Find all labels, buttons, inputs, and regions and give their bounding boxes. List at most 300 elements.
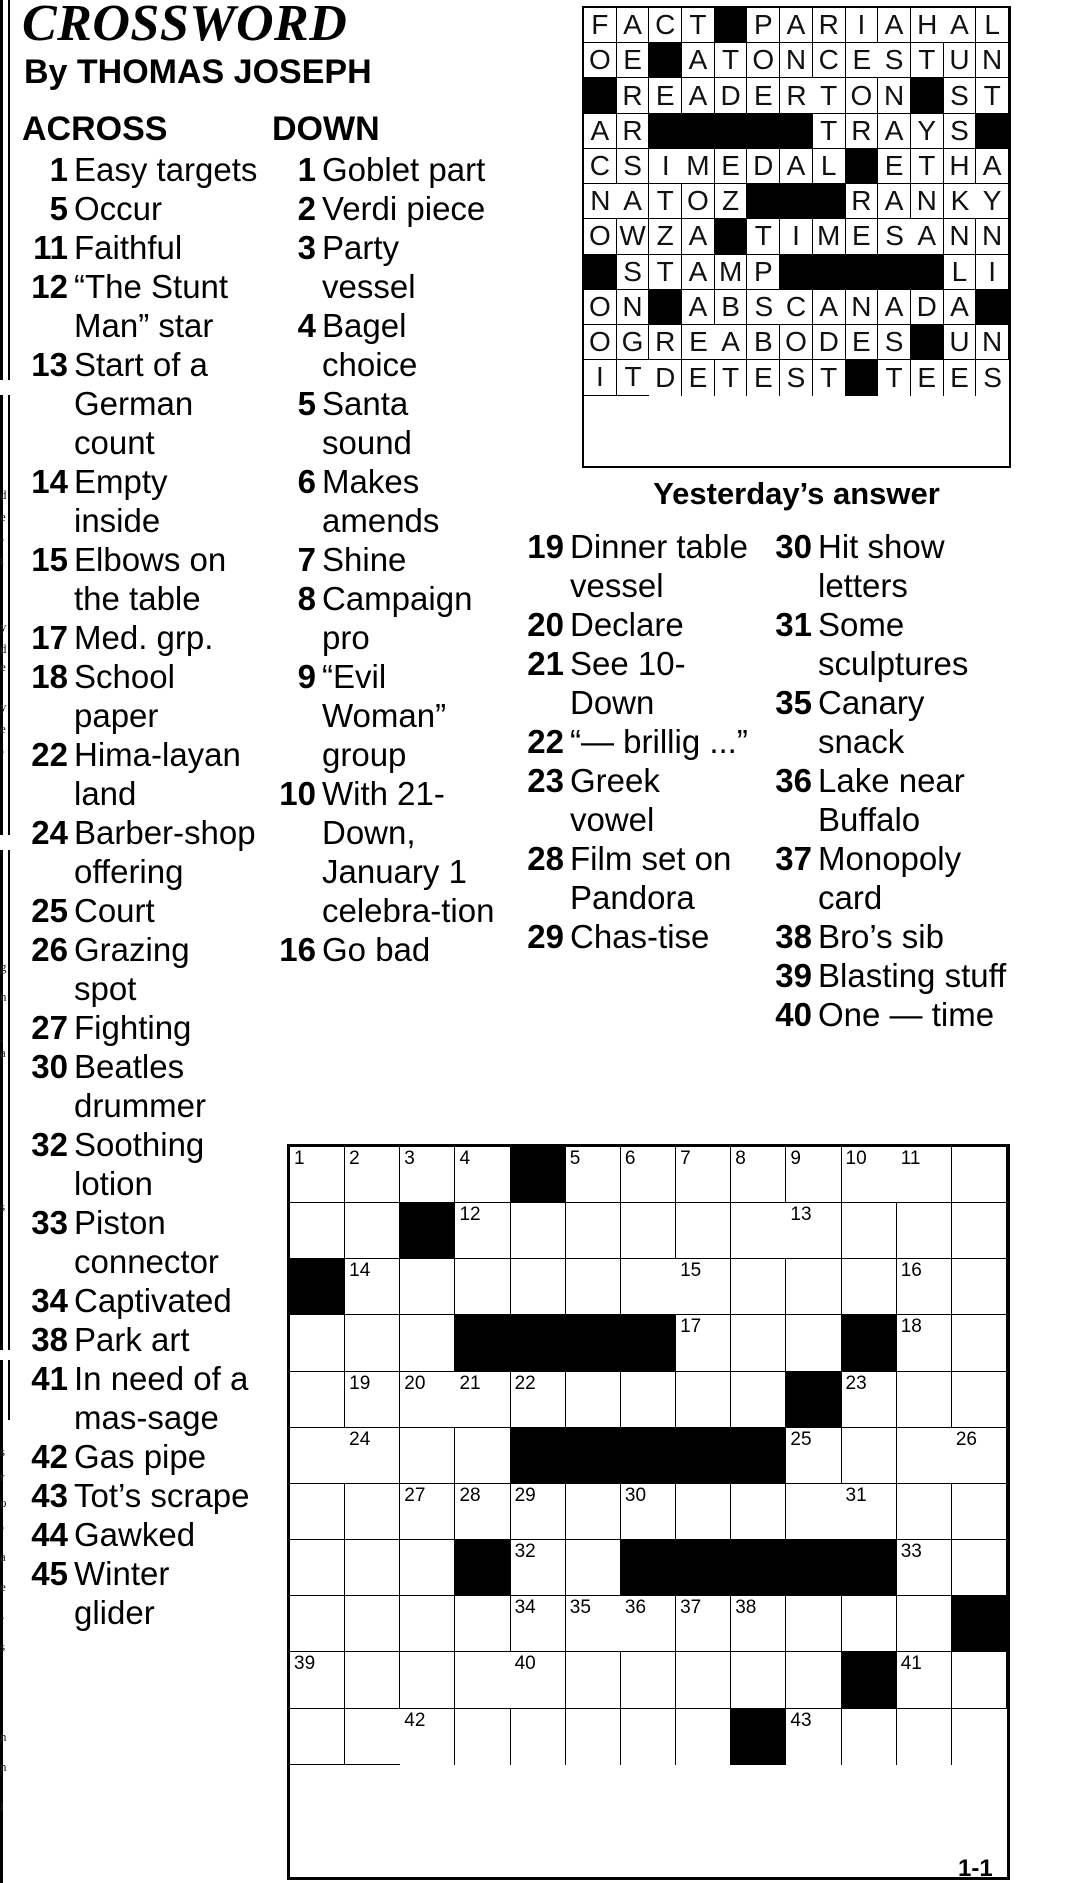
puzzle-square[interactable] — [731, 1652, 786, 1708]
puzzle-square[interactable] — [786, 1596, 841, 1652]
clue-number: 8 — [297, 580, 316, 617]
puzzle-square[interactable] — [345, 1259, 400, 1315]
puzzle-square[interactable] — [621, 1652, 676, 1708]
answer-letter: A — [682, 219, 715, 254]
answer-letter: C — [780, 290, 813, 325]
puzzle-square[interactable] — [952, 1652, 1007, 1708]
square-number: 33 — [900, 1541, 922, 1563]
down-clue — [768, 683, 1008, 761]
puzzle-square[interactable] — [511, 1259, 566, 1315]
puzzle-square[interactable] — [345, 1709, 400, 1765]
clue-text: Shine — [322, 541, 407, 578]
puzzle-square[interactable] — [731, 1372, 786, 1428]
puzzle-square[interactable] — [731, 1147, 786, 1203]
puzzle-square[interactable] — [511, 1652, 566, 1708]
column-rule — [8, 0, 10, 380]
across-clue-list — [22, 150, 258, 1632]
clue-text: “— brillig ...” — [570, 723, 748, 760]
black-square — [400, 1203, 455, 1259]
puzzle-square[interactable] — [621, 1203, 676, 1259]
down-clue — [768, 995, 1008, 1034]
answer-letter: S — [878, 43, 911, 78]
square-number: 38 — [735, 1597, 757, 1619]
puzzle-square[interactable] — [676, 1596, 731, 1652]
answer-black-square — [780, 255, 813, 290]
answer-letter: N — [846, 290, 879, 325]
adjacent-text-fragment: e — [0, 1579, 6, 1594]
puzzle-square[interactable] — [290, 1540, 345, 1596]
puzzle-square[interactable] — [345, 1315, 400, 1371]
square-number: 19 — [349, 1372, 371, 1394]
across-clue — [22, 1203, 258, 1281]
answer-letter: A — [682, 290, 715, 325]
puzzle-square[interactable] — [731, 1203, 786, 1259]
puzzle-square[interactable] — [786, 1709, 841, 1765]
puzzle-square[interactable] — [345, 1372, 400, 1428]
puzzle-square[interactable] — [566, 1652, 621, 1708]
clue-number: 22 — [527, 723, 564, 760]
answer-letter: T — [976, 78, 1009, 113]
answer-black-square — [715, 219, 748, 254]
puzzle-square[interactable] — [897, 1315, 952, 1371]
answer-letter: S — [944, 78, 977, 113]
down-clue-list-3 — [768, 527, 1008, 1034]
across-clue — [22, 1047, 258, 1125]
square-number: 39 — [294, 1653, 316, 1675]
answer-black-square — [780, 184, 813, 219]
puzzle-square[interactable] — [455, 1652, 510, 1708]
answer-letter: A — [682, 255, 715, 290]
puzzle-square[interactable] — [786, 1484, 841, 1540]
clue-number: 28 — [527, 840, 564, 877]
puzzle-square[interactable] — [897, 1428, 952, 1484]
puzzle-square[interactable] — [786, 1147, 841, 1203]
puzzle-square[interactable] — [566, 1203, 621, 1259]
black-square — [511, 1315, 566, 1371]
clue-text: Easy targets — [74, 151, 258, 188]
puzzle-square[interactable] — [621, 1259, 676, 1315]
column-rule — [0, 850, 6, 1350]
puzzle-square[interactable] — [842, 1709, 897, 1765]
square-number: 21 — [459, 1372, 481, 1394]
puzzle-square[interactable] — [290, 1203, 345, 1259]
answer-letter: R — [617, 114, 650, 149]
across-clue — [22, 345, 258, 462]
answer-letter: O — [780, 325, 813, 360]
black-square — [786, 1372, 841, 1428]
clue-text: Blasting stuff — [818, 957, 1007, 994]
puzzle-square[interactable] — [842, 1147, 897, 1203]
answer-letter: S — [878, 219, 911, 254]
puzzle-square[interactable] — [952, 1372, 1007, 1428]
clue-number: 16 — [279, 931, 316, 968]
answer-black-square — [846, 149, 879, 184]
puzzle-square[interactable] — [290, 1652, 345, 1708]
answer-black-square — [878, 255, 911, 290]
puzzle-square[interactable] — [511, 1709, 566, 1765]
clue-text: Monopoly card — [818, 840, 962, 916]
square-number: 15 — [680, 1260, 702, 1282]
puzzle-square[interactable] — [290, 1315, 345, 1371]
puzzle-square[interactable] — [952, 1259, 1007, 1315]
puzzle-square[interactable] — [455, 1372, 510, 1428]
clue-number: 18 — [31, 658, 68, 695]
puzzle-square[interactable] — [786, 1315, 841, 1371]
clue-text: Winter glider — [74, 1555, 170, 1631]
clue-text: Greek vowel — [570, 762, 660, 838]
yesterday-answer-grid — [582, 6, 1011, 468]
puzzle-square[interactable] — [345, 1203, 400, 1259]
across-clue — [22, 1359, 258, 1437]
across-clue — [22, 618, 258, 657]
clue-text: In need of a mas-sage — [74, 1360, 249, 1436]
clue-number: 39 — [775, 957, 812, 994]
answer-letter: T — [878, 360, 911, 395]
down-clue-list-1 — [272, 150, 500, 969]
clue-text: Hima-layan land — [74, 736, 241, 812]
puzzle-square[interactable] — [400, 1596, 455, 1652]
across-clue — [22, 1515, 258, 1554]
puzzle-square[interactable] — [400, 1484, 455, 1540]
square-number: 43 — [790, 1709, 812, 1731]
puzzle-square[interactable] — [345, 1428, 400, 1484]
puzzle-square[interactable] — [897, 1484, 952, 1540]
clue-text: “The Stunt Man” star — [74, 268, 229, 344]
across-clue — [22, 1554, 258, 1632]
puzzle-square[interactable] — [345, 1147, 400, 1203]
square-number: 30 — [624, 1484, 647, 1506]
puzzle-square[interactable] — [786, 1428, 841, 1484]
answer-letter: U — [944, 43, 977, 78]
puzzle-square[interactable] — [345, 1540, 400, 1596]
square-number: 14 — [349, 1260, 371, 1282]
adjacent-text-fragment: a — [0, 1549, 6, 1564]
puzzle-square[interactable] — [731, 1484, 786, 1540]
answer-letter: D — [911, 290, 944, 325]
clue-number: 1 — [297, 151, 316, 188]
clue-number: 35 — [775, 684, 812, 721]
puzzle-square[interactable] — [786, 1652, 841, 1708]
answer-letter: A — [780, 149, 813, 184]
down-clue — [272, 228, 500, 306]
puzzle-square[interactable] — [345, 1484, 400, 1540]
puzzle-square[interactable] — [566, 1147, 621, 1203]
clue-number: 11 — [33, 229, 68, 266]
puzzle-square[interactable] — [455, 1484, 510, 1540]
puzzle-square[interactable] — [511, 1203, 566, 1259]
clue-text: Fighting — [74, 1009, 192, 1046]
puzzle-square[interactable] — [952, 1315, 1007, 1371]
puzzle-square[interactable] — [566, 1259, 621, 1315]
puzzle-square[interactable] — [511, 1596, 566, 1652]
down-clue — [272, 150, 500, 189]
square-number: 10 — [845, 1148, 867, 1169]
answer-black-square — [976, 290, 1009, 325]
across-clue — [22, 1281, 258, 1320]
puzzle-square[interactable] — [455, 1428, 510, 1484]
puzzle-square[interactable] — [676, 1709, 731, 1765]
clue-number: 38 — [31, 1321, 68, 1358]
answer-letter: A — [584, 114, 617, 149]
adjacent-text-fragment: - — [0, 531, 5, 546]
clue-text: Santa sound — [322, 385, 412, 461]
answer-letter: E — [846, 219, 879, 254]
answer-letter: N — [911, 184, 944, 219]
clue-text: Gas pipe — [74, 1438, 207, 1475]
adjacent-text-fragment: , — [0, 1029, 4, 1044]
answer-black-square — [911, 78, 944, 113]
puzzle-square[interactable] — [897, 1709, 952, 1765]
puzzle-square[interactable] — [290, 1596, 345, 1652]
square-number: 2 — [349, 1148, 360, 1169]
puzzle-square[interactable] — [290, 1709, 345, 1765]
square-number: 6 — [624, 1148, 636, 1169]
square-number: 31 — [845, 1484, 867, 1506]
answer-letter: I — [976, 255, 1009, 290]
answer-letter: L — [976, 8, 1009, 43]
answer-letter: R — [780, 78, 813, 113]
answer-letter: A — [976, 149, 1009, 184]
puzzle-square[interactable] — [952, 1540, 1007, 1596]
puzzle-square[interactable] — [455, 1709, 510, 1765]
puzzle-square[interactable] — [731, 1259, 786, 1315]
clue-number: 30 — [775, 528, 812, 565]
puzzle-square[interactable] — [676, 1652, 731, 1708]
clue-number: 21 — [527, 645, 564, 682]
puzzle-grid — [287, 1144, 1010, 1880]
adjacent-text-fragment: - — [0, 743, 5, 758]
down-clue — [272, 384, 500, 462]
answer-black-square — [747, 184, 780, 219]
puzzle-square[interactable] — [621, 1484, 676, 1540]
puzzle-square[interactable] — [400, 1315, 455, 1371]
date-code: 1-1 — [958, 1855, 993, 1882]
clue-number: 33 — [31, 1204, 68, 1241]
down-clue-list-2 — [520, 527, 750, 956]
answer-letter: E — [682, 325, 715, 360]
square-number: 8 — [735, 1148, 746, 1169]
puzzle-square[interactable] — [842, 1484, 897, 1540]
black-square — [621, 1428, 676, 1484]
answer-black-square — [682, 114, 715, 149]
clue-text: Soothing lotion — [74, 1126, 205, 1202]
puzzle-square[interactable] — [952, 1709, 1007, 1765]
answer-letter: L — [944, 255, 977, 290]
clue-number: 44 — [31, 1516, 68, 1553]
puzzle-square[interactable] — [511, 1484, 566, 1540]
clue-text: Canary snack — [818, 684, 925, 760]
answer-letter: I — [584, 360, 617, 395]
square-number: 12 — [459, 1204, 481, 1226]
puzzle-square[interactable] — [676, 1484, 731, 1540]
answer-letter: T — [715, 43, 748, 78]
puzzle-square[interactable] — [455, 1203, 510, 1259]
puzzle-square[interactable] — [842, 1372, 897, 1428]
answer-letter: P — [747, 8, 780, 43]
clue-number: 32 — [31, 1126, 68, 1163]
answer-letter: O — [682, 184, 715, 219]
puzzle-square[interactable] — [676, 1372, 731, 1428]
puzzle-square[interactable] — [400, 1259, 455, 1315]
clue-text: Gawked — [74, 1516, 196, 1553]
column-rule — [8, 395, 10, 835]
puzzle-square[interactable] — [842, 1203, 897, 1259]
clue-number: 42 — [31, 1438, 68, 1475]
puzzle-square[interactable] — [621, 1147, 676, 1203]
answer-letter: A — [617, 8, 650, 43]
puzzle-square[interactable] — [455, 1596, 510, 1652]
puzzle-square[interactable] — [731, 1315, 786, 1371]
down-clue — [272, 657, 500, 774]
clue-text: Faithful — [74, 229, 183, 266]
square-number: 7 — [680, 1148, 691, 1169]
puzzle-square[interactable] — [400, 1428, 455, 1484]
answer-letter: A — [911, 219, 944, 254]
black-square — [731, 1428, 786, 1484]
puzzle-square[interactable] — [400, 1147, 455, 1203]
puzzle-square[interactable] — [731, 1596, 786, 1652]
answer-letter: H — [944, 149, 977, 184]
clue-text: Start of a German count — [74, 346, 208, 461]
puzzle-square[interactable] — [400, 1372, 455, 1428]
across-clue — [22, 1125, 258, 1203]
puzzle-square[interactable] — [786, 1259, 841, 1315]
answer-letter: A — [878, 290, 911, 325]
answer-letter: B — [747, 325, 780, 360]
answer-letter: R — [813, 8, 846, 43]
black-square — [566, 1428, 621, 1484]
clue-text: Lake near Buffalo — [818, 762, 965, 838]
puzzle-square[interactable] — [897, 1540, 952, 1596]
puzzle-square[interactable] — [566, 1484, 621, 1540]
puzzle-square[interactable] — [897, 1652, 952, 1708]
puzzle-square[interactable] — [952, 1147, 1007, 1203]
answer-letter: Z — [649, 219, 682, 254]
adjacent-text-fragment: - — [0, 1519, 5, 1534]
black-square — [455, 1315, 510, 1371]
puzzle-square[interactable] — [455, 1259, 510, 1315]
adjacent-text-fragment: - — [0, 1609, 5, 1624]
puzzle-square[interactable] — [676, 1147, 731, 1203]
puzzle-square[interactable] — [676, 1315, 731, 1371]
puzzle-square[interactable] — [290, 1484, 345, 1540]
clue-number: 40 — [775, 996, 812, 1033]
puzzle-square[interactable] — [621, 1709, 676, 1765]
square-number: 25 — [790, 1428, 812, 1450]
puzzle-square[interactable] — [786, 1203, 841, 1259]
adjacent-text-fragment: e — [0, 509, 6, 524]
answer-letter: O — [846, 78, 879, 113]
square-number: 40 — [514, 1653, 536, 1675]
puzzle-square[interactable] — [842, 1259, 897, 1315]
puzzle-square[interactable] — [290, 1428, 345, 1484]
answer-letter: I — [780, 219, 813, 254]
answer-letter: T — [747, 219, 780, 254]
puzzle-square[interactable] — [676, 1259, 731, 1315]
puzzle-square[interactable] — [400, 1540, 455, 1596]
adjacent-text-fragment: n — [0, 989, 7, 1004]
square-number: 11 — [900, 1148, 921, 1169]
answer-letter: N — [617, 290, 650, 325]
adjacent-text-fragment: a — [0, 1045, 6, 1060]
puzzle-square[interactable] — [566, 1709, 621, 1765]
answer-letter: L — [813, 149, 846, 184]
answer-letter: E — [617, 43, 650, 78]
clue-text: Elbows on the table — [74, 541, 227, 617]
clue-text: Bagel choice — [322, 307, 418, 383]
puzzle-square[interactable] — [952, 1203, 1007, 1259]
puzzle-square[interactable] — [952, 1428, 1007, 1484]
clue-text: School paper — [74, 658, 175, 734]
puzzle-square[interactable] — [621, 1372, 676, 1428]
puzzle-square[interactable] — [400, 1709, 455, 1765]
down-clue — [520, 605, 750, 644]
answer-letter: T — [682, 8, 715, 43]
square-number: 5 — [569, 1148, 581, 1169]
puzzle-square[interactable] — [952, 1484, 1007, 1540]
answer-letter: A — [878, 184, 911, 219]
clue-number: 13 — [31, 346, 68, 383]
adjacent-text-fragment: s — [0, 1444, 6, 1459]
black-square — [566, 1315, 621, 1371]
puzzle-square[interactable] — [566, 1540, 621, 1596]
puzzle-square[interactable] — [511, 1540, 566, 1596]
puzzle-square[interactable] — [290, 1372, 345, 1428]
square-number: 1 — [294, 1148, 305, 1169]
down-clue — [272, 306, 500, 384]
puzzle-square[interactable] — [566, 1372, 621, 1428]
answer-letter: A — [682, 78, 715, 113]
byline: By THOMAS JOSEPH — [24, 53, 372, 91]
puzzle-square[interactable] — [842, 1428, 897, 1484]
puzzle-square[interactable] — [897, 1372, 952, 1428]
puzzle-square[interactable] — [621, 1596, 676, 1652]
puzzle-square[interactable] — [345, 1652, 400, 1708]
clue-text: Piston connector — [74, 1204, 219, 1280]
puzzle-square[interactable] — [511, 1372, 566, 1428]
black-square — [731, 1709, 786, 1765]
answer-letter: S — [617, 255, 650, 290]
puzzle-square[interactable] — [455, 1147, 510, 1203]
puzzle-square[interactable] — [897, 1259, 952, 1315]
puzzle-square[interactable] — [345, 1596, 400, 1652]
answer-letter: R — [846, 184, 879, 219]
answer-letter: F — [584, 8, 617, 43]
puzzle-square[interactable] — [897, 1596, 952, 1652]
answer-letter: G — [617, 325, 650, 360]
answer-letter: I — [649, 149, 682, 184]
puzzle-square[interactable] — [566, 1596, 621, 1652]
puzzle-square[interactable] — [842, 1596, 897, 1652]
puzzle-square[interactable] — [290, 1147, 345, 1203]
answer-letter: A — [878, 8, 911, 43]
down-clue — [768, 917, 1008, 956]
puzzle-square[interactable] — [676, 1203, 731, 1259]
puzzle-square[interactable] — [400, 1652, 455, 1708]
clue-number: 38 — [775, 918, 812, 955]
answer-letter: M — [715, 255, 748, 290]
across-heading: ACROSS — [22, 110, 168, 148]
clue-number: 19 — [527, 528, 564, 565]
puzzle-square[interactable] — [897, 1147, 952, 1203]
answer-letter: K — [944, 184, 977, 219]
clue-text: With 21-Down, January 1 celebra-tion — [322, 775, 495, 929]
black-square — [676, 1428, 731, 1484]
answer-letter: R — [617, 78, 650, 113]
answer-letter: N — [976, 43, 1009, 78]
puzzle-square[interactable] — [897, 1203, 952, 1259]
square-number: 16 — [900, 1260, 922, 1282]
